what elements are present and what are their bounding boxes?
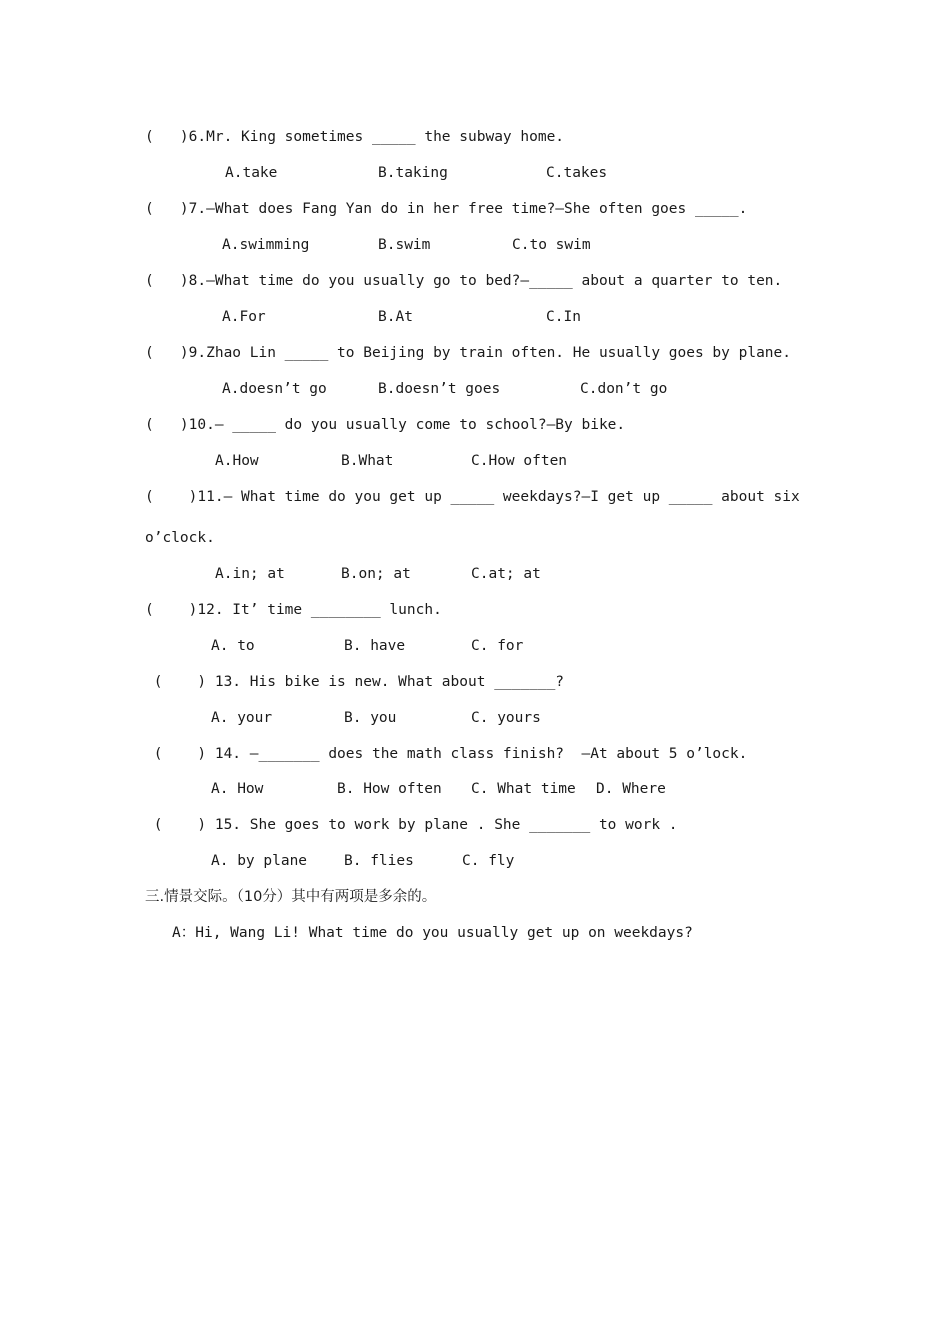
question-14-stem: ( ) 14. —_______ does the math class finish? —At about 5 o’lock.: [145, 746, 748, 762]
question-13-option-b: B. you: [344, 710, 397, 726]
question-6-option-b: B.taking: [378, 165, 448, 181]
question-15-option-a: A. by plane: [211, 853, 308, 869]
question-7-option-c: C.to swim: [512, 237, 591, 253]
question-13-stem: ( ) 13. His bike is new. What about _______?: [145, 674, 565, 690]
section-3-heading: 三.情景交际。（10分）其中有两项是多余的。: [145, 889, 437, 905]
question-11-continuation: o’clock.: [145, 530, 215, 546]
question-14-option-d: D. Where: [596, 781, 666, 797]
question-12-option-a: A. to: [211, 638, 255, 654]
question-14-option-c: C. What time: [471, 781, 576, 797]
question-9-option-c: C.don’t go: [580, 381, 668, 397]
question-15-option-b: B. flies: [344, 853, 414, 869]
dialog-line-a: A：Hi, Wang Li! What time do you usually get up on weekdays?: [172, 925, 693, 941]
question-7-option-a: A.swimming: [222, 237, 310, 253]
question-11-option-a: A.in; at: [215, 566, 285, 582]
question-8-stem: ( )8.—What time do you usually go to bed?—_____ about a quarter to ten.: [145, 273, 783, 289]
question-14-option-b: B. How often: [337, 781, 442, 797]
question-11-option-c: C.at; at: [471, 566, 541, 582]
question-13-option-c: C. yours: [471, 710, 541, 726]
question-11-option-b: B.on; at: [341, 566, 411, 582]
question-6-option-c: C.takes: [546, 165, 608, 181]
question-15-option-c: C. fly: [462, 853, 515, 869]
question-12-option-c: C. for: [471, 638, 524, 654]
question-11-stem: ( )11.— What time do you get up _____ weekdays?—I get up _____ about six: [145, 489, 800, 505]
question-10-stem: ( )10.— _____ do you usually come to school?—By bike.: [145, 417, 626, 433]
question-6-option-a: A.take: [225, 165, 278, 181]
question-9-option-b: B.doesn’t goes: [378, 381, 501, 397]
question-15-stem: ( ) 15. She goes to work by plane . She _______ to work .: [145, 817, 678, 833]
question-8-option-b: B.At: [378, 309, 413, 325]
question-9-stem: ( )9.Zhao Lin _____ to Beijing by train often. He usually goes by plane.: [145, 345, 792, 361]
question-8-option-c: C.In: [546, 309, 581, 325]
question-7-option-b: B.swim: [378, 237, 431, 253]
question-14-option-a: A. How: [211, 781, 264, 797]
question-6-stem: ( )6.Mr. King sometimes _____ the subway home.: [145, 129, 565, 145]
question-7-stem: ( )7.—What does Fang Yan do in her free time?—She often goes _____.: [145, 201, 748, 217]
question-10-option-c: C.How often: [471, 453, 568, 469]
question-13-option-a: A. your: [211, 710, 273, 726]
question-10-option-a: A.How: [215, 453, 259, 469]
question-9-option-a: A.doesn’t go: [222, 381, 327, 397]
question-8-option-a: A.For: [222, 309, 266, 325]
question-12-stem: ( )12. It’ time ________ lunch.: [145, 602, 442, 618]
question-10-option-b: B.What: [341, 453, 394, 469]
question-12-option-b: B. have: [344, 638, 406, 654]
